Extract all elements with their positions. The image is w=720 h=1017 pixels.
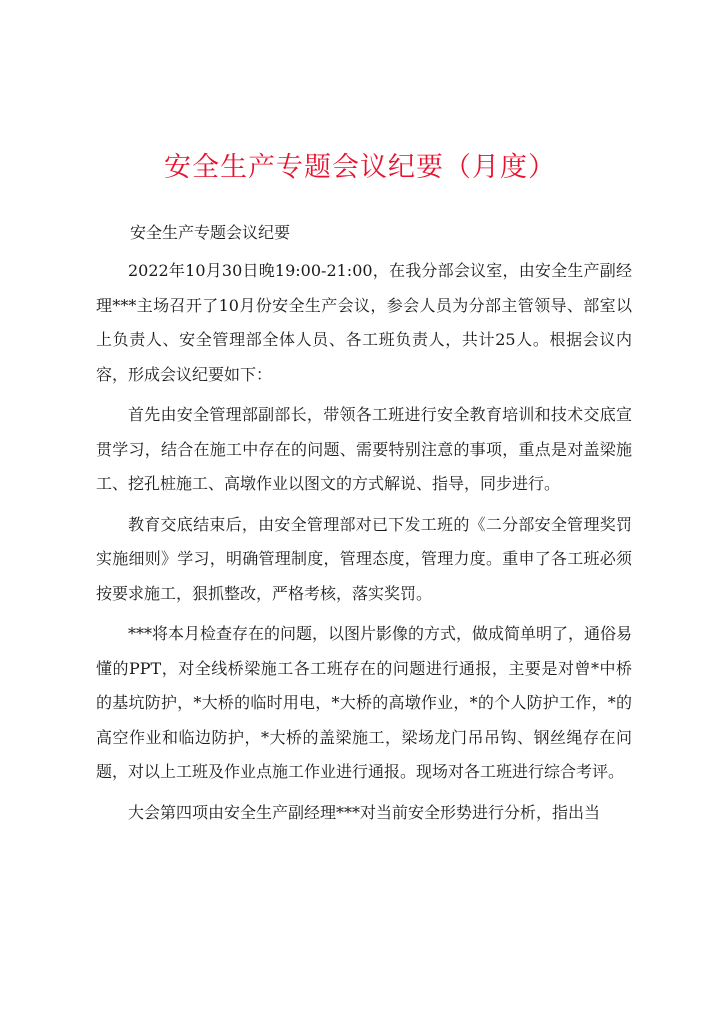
document-title: 安全生产专题会议纪要（月度） [164, 152, 556, 183]
paragraph-safety-analysis: 大会第四项由安全生产副经理***对当前安全形势进行分析，指出当 [128, 802, 601, 822]
paragraph-inspection-report: ***将本月检查存在的问题，以图片影像的方式，做成简单明了，通俗易懂的PPT，对全线桥梁施工各工班存在的问题进行通报，主要是对曾*中桥的基坑防护，*大桥的临时用电，*大桥的高墩作业，*的个人防护工作，*的高空作业和临边防护，*大桥的盖梁施工，梁场龙门吊吊钩、钢丝绳存在问题，对以上工班及作业点施工作业进行通报。现场对各工班进行综合考评。 [96, 624, 633, 781]
paragraph-training: 首先由安全管理部副部长，带领各工班进行安全教育培训和技术交底宣贯学习，结合在施工中存在的问题、需要特别注意的事项，重点是对盖梁施工、挖孔桩施工、高墩作业以图文的方式解说、指导，同步进行。 [96, 405, 632, 493]
paragraph-meeting-info: 2022年10月30日晚19:00-21:00，在我分部会议室，由安全生产副经理***主场召开了10月份安全生产会议，参会人员为分部主管领导、部室以上负责人、安全管理部全体人员、各工班负责人，共计25人。根据会议内容，形成会议纪要如下： [96, 261, 632, 384]
paragraph-rules-study: 教育交底结束后，由安全管理部对已下发工班的《二分部安全管理奖罚实施细则》学习，明确管理制度，管理态度，管理力度。重申了各工班必须按要求施工，狠抓整改，严格考核，落实奖罚。 [96, 514, 632, 603]
document-subtitle: 安全生产专题会议纪要 [130, 223, 291, 242]
document-body [96, 254, 632, 836]
